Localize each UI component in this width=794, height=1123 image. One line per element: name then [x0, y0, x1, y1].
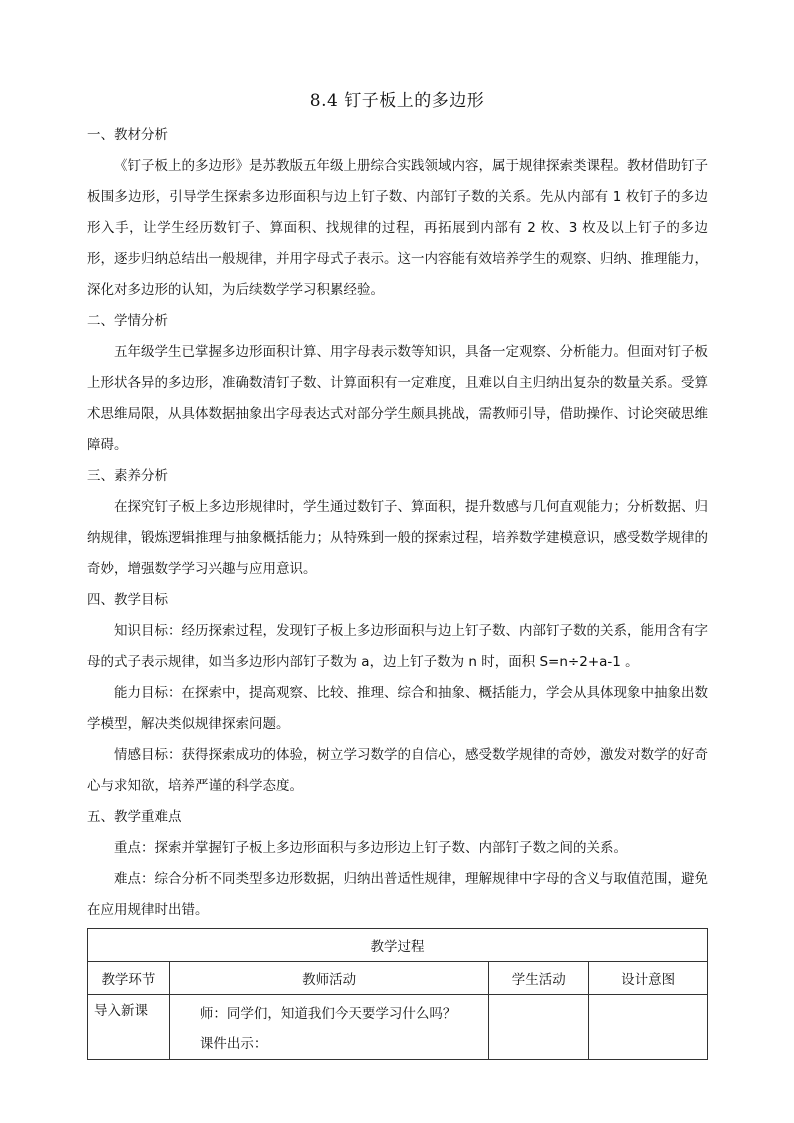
student-activity-cell — [489, 995, 589, 1060]
page-title: 8.4 钉子板上的多边形 — [309, 91, 485, 111]
section-heading-literacy-analysis: 三、素养分析 — [87, 468, 168, 484]
teacher-line: 师：同学们，知道我们今天要学习什么吗？ — [199, 1006, 457, 1022]
column-header-stage: 教学环节 — [88, 962, 170, 995]
section-heading-student-analysis: 二、学情分析 — [87, 313, 168, 329]
column-header-student-activity: 学生活动 — [489, 962, 589, 995]
table-row — [88, 995, 708, 1060]
document-body — [87, 120, 708, 926]
column-header-design-intent: 设计意图 — [589, 962, 708, 995]
teaching-process-table — [87, 928, 708, 1060]
section-paragraph: 《钉子板上的多边形》是苏教版五年级上册综合实践领域内容，属于规律探索类课程。教材借助钉子板围多边形，引导学生探索多边形面积与边上钉子数、内部钉子数的关系。先从内部有 1 枚钉子的多边形入手，让学生经历数钉子、算面积、找规律的过程，再拓展到内部有 2 枚、3 枚及以上钉子的多边形，逐步归纳总结出一般规律，并用字母式子表示。这一内容能有效培养学生的观察、归纳、推理能力，深化对多边形的认知，为后续数学学习积累经验。 — [87, 158, 708, 298]
section-paragraph: 难点：综合分析不同类型多边形数据，归纳出普适性规律，理解规律中字母的含义与取值范围，避免在应用规律时出错。 — [87, 871, 708, 918]
teacher-line: 课件出示： — [199, 1036, 268, 1052]
section-heading-teaching-goals: 四、教学目标 — [87, 592, 168, 608]
table-caption: 教学过程 — [88, 929, 708, 962]
section-paragraph: 情感目标：获得探索成功的体验，树立学习数学的自信心，感受数学规律的奇妙，激发对数学的好奇心与求知欲，培养严谨的科学态度。 — [87, 747, 708, 794]
section-paragraph: 在探究钉子板上多边形规律时，学生通过数钉子、算面积，提升数感与几何直观能力；分析数据、归纳规律，锻炼逻辑推理与抽象概括能力；从特殊到一般的探索过程，培养数学建模意识，感受数学规律的奇妙，增强数学学习兴趣与应用意识。 — [87, 499, 708, 577]
stage-cell: 导入新课 — [88, 995, 170, 1060]
section-heading-key-difficult-points: 五、教学重难点 — [87, 809, 182, 825]
section-paragraph: 知识目标：经历探索过程，发现钉子板上多边形面积与边上钉子数、内部钉子数的关系，能用含有字母的式子表示规律，如当多边形内部钉子数为 a，边上钉子数为 n 时，面积 S=n÷2+a-1 。 — [87, 623, 708, 670]
section-paragraph: 五年级学生已掌握多边形面积计算、用字母表示数等知识，具备一定观察、分析能力。但面对钉子板上形状各异的多边形，准确数清钉子数、计算面积有一定难度，且难以自主归纳出复杂的数量关系。受算术思维局限，从具体数据抽象出字母表达式对部分学生颇具挑战，需教师引导，借助操作、讨论突破思维障碍。 — [87, 344, 708, 453]
teacher-activity-cell — [169, 995, 488, 1060]
section-paragraph: 重点：探索并掌握钉子板上多边形面积与多边形边上钉子数、内部钉子数之间的关系。 — [114, 840, 627, 856]
section-paragraph: 能力目标：在探索中，提高观察、比较、推理、综合和抽象、概括能力，学会从具体现象中抽象出数学模型，解决类似规律探索问题。 — [87, 685, 708, 732]
column-header-teacher-activity: 教师活动 — [169, 962, 488, 995]
section-heading-textbook-analysis: 一、教材分析 — [87, 127, 168, 143]
design-intent-cell — [589, 995, 708, 1060]
